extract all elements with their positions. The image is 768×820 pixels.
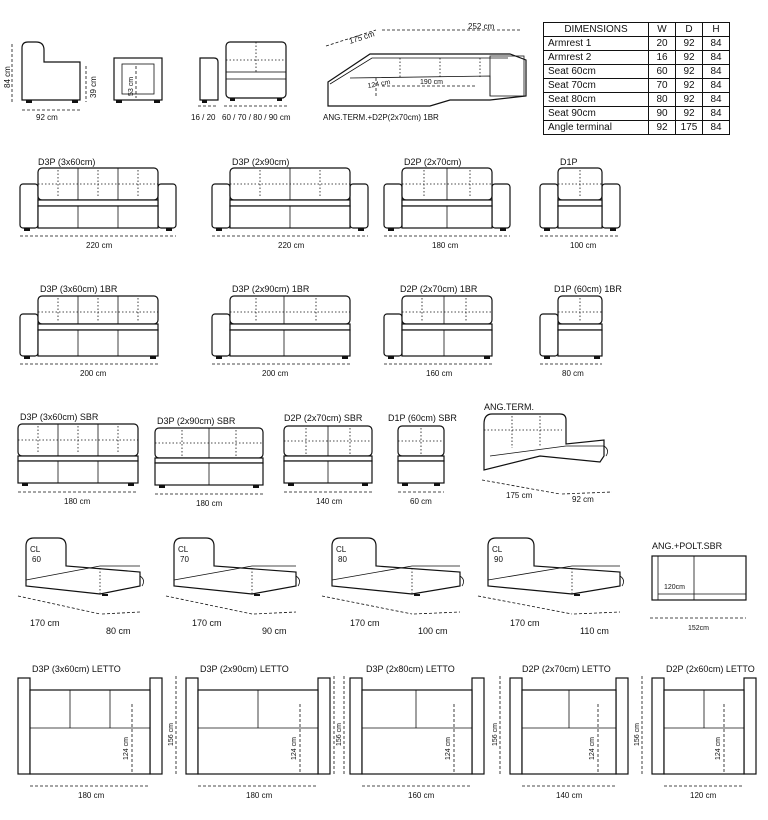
chaise-depth: 170 cm xyxy=(510,618,540,628)
side-seat-label: 39 cm xyxy=(89,76,98,98)
sofa-width: 220 cm xyxy=(86,241,113,250)
chaise-cl90 xyxy=(478,538,624,636)
letto-depth: 156 cm xyxy=(168,723,175,746)
sofa-d3p-3x60-sbr xyxy=(18,412,138,506)
row3 xyxy=(20,284,622,378)
sofa-d3p-2x90-1br xyxy=(212,284,350,378)
letto-bed: 124 cm xyxy=(445,737,452,760)
chaise-depth: 170 cm xyxy=(192,618,222,628)
sofa-d2p-2x70 xyxy=(384,157,510,250)
cl-num: 70 xyxy=(180,555,189,564)
sofa-width: 180 cm xyxy=(196,499,223,508)
armrest-front-view xyxy=(114,58,162,103)
letto-title: D2P (2x70cm) LETTO xyxy=(522,664,611,674)
table-cell: Seat 60cm xyxy=(544,65,649,79)
sofa-title: D3P (2x90cm) 1BR xyxy=(232,284,310,294)
table-cell: Seat 80cm xyxy=(544,93,649,107)
row2 xyxy=(20,157,620,250)
angpolt-width: 152cm xyxy=(688,625,710,632)
table-cell: 84 xyxy=(703,37,730,51)
table-row xyxy=(544,79,730,93)
sofa-width: 60 cm xyxy=(410,497,432,506)
letto-d3p-2x80 xyxy=(334,664,499,800)
table-cell: 70 xyxy=(649,79,676,93)
table-cell: 92 xyxy=(676,51,703,65)
letto-depth: 156 cm xyxy=(336,723,343,746)
letto-bed: 124 cm xyxy=(715,737,722,760)
sofa-d2p-2x70-1br xyxy=(384,284,492,378)
cl-label: CL xyxy=(178,545,189,554)
seat-widths-label: 60 / 70 / 80 / 90 cm xyxy=(222,113,291,122)
ang-polt-sbr xyxy=(650,541,746,632)
letto-d3p-3x60 xyxy=(18,664,176,800)
angterm-width: 92 cm xyxy=(572,495,594,504)
letto-width: 140 cm xyxy=(556,791,583,800)
letto-depth: 156 cm xyxy=(492,723,499,746)
side-height-label: 84 cm xyxy=(3,66,12,88)
armrest-side-view xyxy=(191,58,218,122)
table-cell: 92 xyxy=(676,79,703,93)
table-cell: 92 xyxy=(676,107,703,121)
table-cell: 60 xyxy=(649,65,676,79)
table-cell: 84 xyxy=(703,79,730,93)
table-row xyxy=(544,51,730,65)
table-cell: Seat 70cm xyxy=(544,79,649,93)
cl-num: 90 xyxy=(494,555,503,564)
table-cell: 84 xyxy=(703,65,730,79)
side-depth-label: 92 cm xyxy=(36,113,58,122)
letto-d2p-2x70 xyxy=(500,664,628,800)
sofa-title: D2P (2x70cm) 1BR xyxy=(400,284,478,294)
chaise-depth: 170 cm xyxy=(30,618,60,628)
seat-module-view xyxy=(222,42,291,122)
table-cell: 84 xyxy=(703,51,730,65)
sofa-title: D3P (2x90cm) xyxy=(232,157,290,167)
sofa-width: 180 cm xyxy=(64,497,91,506)
corner-d1-label: 175 cm xyxy=(347,29,376,46)
row6 xyxy=(18,664,756,800)
sofa-width: 160 cm xyxy=(426,369,453,378)
sofa-title: D1P (60cm) SBR xyxy=(388,413,457,423)
letto-d3p-2x90 xyxy=(186,664,344,800)
cl-label: CL xyxy=(30,545,41,554)
table-header: H xyxy=(703,23,730,37)
angle-terminal xyxy=(482,402,612,504)
sofa-d1p-60-1br xyxy=(540,284,622,378)
sofa-title: D2P (2x70cm) SBR xyxy=(284,413,363,423)
letto-width: 180 cm xyxy=(78,791,105,800)
chaise-width: 90 cm xyxy=(262,626,287,636)
row5 xyxy=(18,538,746,636)
sofa-width: 200 cm xyxy=(80,369,107,378)
arm-front-label: 53 cm xyxy=(128,76,135,96)
sofa-title: D3P (3x60cm) 1BR xyxy=(40,284,118,294)
corner-w2-label: 190 cm xyxy=(420,79,443,86)
table-cell: 16 xyxy=(649,51,676,65)
chaise-cl60 xyxy=(18,538,144,636)
chaise-width: 80 cm xyxy=(106,626,131,636)
sofa-title: D1P (60cm) 1BR xyxy=(554,284,622,294)
table-cell: 92 xyxy=(649,121,676,135)
table-cell: Armrest 1 xyxy=(544,37,649,51)
chaise-cl70 xyxy=(166,538,300,636)
cl-label: CL xyxy=(492,545,503,554)
table-row xyxy=(544,121,730,135)
sofa-width: 180 cm xyxy=(432,241,459,250)
sofa-width: 220 cm xyxy=(278,241,305,250)
corner-d2-label: 124 cm xyxy=(367,79,391,90)
angterm-depth: 175 cm xyxy=(506,491,533,500)
letto-width: 120 cm xyxy=(690,791,717,800)
table-cell: Armrest 2 xyxy=(544,51,649,65)
sofa-width: 80 cm xyxy=(562,369,584,378)
sofa-d3p-3x60 xyxy=(20,157,176,250)
letto-d2p-2x60 xyxy=(634,664,756,800)
sofa-title: D1P xyxy=(560,157,578,167)
sofa-title: D2P (2x70cm) xyxy=(404,157,462,167)
table-cell: Seat 90cm xyxy=(544,107,649,121)
sofa-d3p-2x90 xyxy=(212,157,368,250)
sofa-d2p-2x70-sbr xyxy=(284,413,372,506)
letto-title: D2P (2x60cm) LETTO xyxy=(666,664,755,674)
letto-bed: 124 cm xyxy=(123,737,130,760)
chaise-width: 110 cm xyxy=(580,626,609,636)
table-cell: 92 xyxy=(676,37,703,51)
table-cell: 92 xyxy=(676,93,703,107)
corner-caption: ANG.TERM.+D2P(2x70cm) 1BR xyxy=(323,113,439,122)
table-cell: 175 xyxy=(676,121,703,135)
sofa-d3p-2x90-sbr xyxy=(155,416,263,508)
cl-num: 60 xyxy=(32,555,41,564)
sofa-d1p-60-sbr xyxy=(388,413,457,506)
letto-title: D3P (2x90cm) LETTO xyxy=(200,664,289,674)
angpolt-title: ANG.+POLT.SBR xyxy=(652,541,723,551)
table-cell: 84 xyxy=(703,93,730,107)
letto-width: 160 cm xyxy=(408,791,435,800)
chaise-cl80 xyxy=(322,538,464,636)
angpolt-inner: 120cm xyxy=(664,584,686,591)
table-cell: 90 xyxy=(649,107,676,121)
letto-depth: 156 cm xyxy=(634,723,641,746)
letto-bed: 124 cm xyxy=(589,737,596,760)
sofa-width: 140 cm xyxy=(316,497,343,506)
arm-widths-label: 16 / 20 xyxy=(191,113,216,122)
table-row xyxy=(544,37,730,51)
sofa-width: 100 cm xyxy=(570,241,597,250)
letto-bed: 124 cm xyxy=(291,737,298,760)
dimensions-table xyxy=(543,22,730,135)
cl-label: CL xyxy=(336,545,347,554)
cl-num: 80 xyxy=(338,555,347,564)
table-row xyxy=(544,93,730,107)
row4 xyxy=(18,402,612,508)
table-cell: 80 xyxy=(649,93,676,107)
table-header-row xyxy=(544,23,730,37)
table-header: D xyxy=(676,23,703,37)
side-view xyxy=(3,42,98,122)
sofa-title: D3P (3x60cm) SBR xyxy=(20,412,99,422)
letto-title: D3P (2x80cm) LETTO xyxy=(366,664,455,674)
chaise-depth: 170 cm xyxy=(350,618,380,628)
sofa-width: 200 cm xyxy=(262,369,289,378)
sofa-d1p xyxy=(540,157,620,250)
table-row xyxy=(544,65,730,79)
table-cell: Angle terminal xyxy=(544,121,649,135)
sofa-title: D3P (2x90cm) SBR xyxy=(157,416,236,426)
corner-w-label: 252 cm xyxy=(468,22,495,31)
table-cell: 92 xyxy=(676,65,703,79)
letto-width: 180 cm xyxy=(246,791,273,800)
table-header: W xyxy=(649,23,676,37)
sofa-title: D3P (3x60cm) xyxy=(38,157,96,167)
angterm-title: ANG.TERM. xyxy=(484,402,535,412)
table-cell: 84 xyxy=(703,107,730,121)
table-header: DIMENSIONS xyxy=(544,23,649,37)
table-cell: 20 xyxy=(649,37,676,51)
corner-composition-view xyxy=(323,22,526,122)
chaise-width: 100 cm xyxy=(418,626,448,636)
table-cell: 84 xyxy=(703,121,730,135)
table-row xyxy=(544,107,730,121)
letto-title: D3P (3x60cm) LETTO xyxy=(32,664,121,674)
sofa-d3p-3x60-1br xyxy=(20,284,158,378)
